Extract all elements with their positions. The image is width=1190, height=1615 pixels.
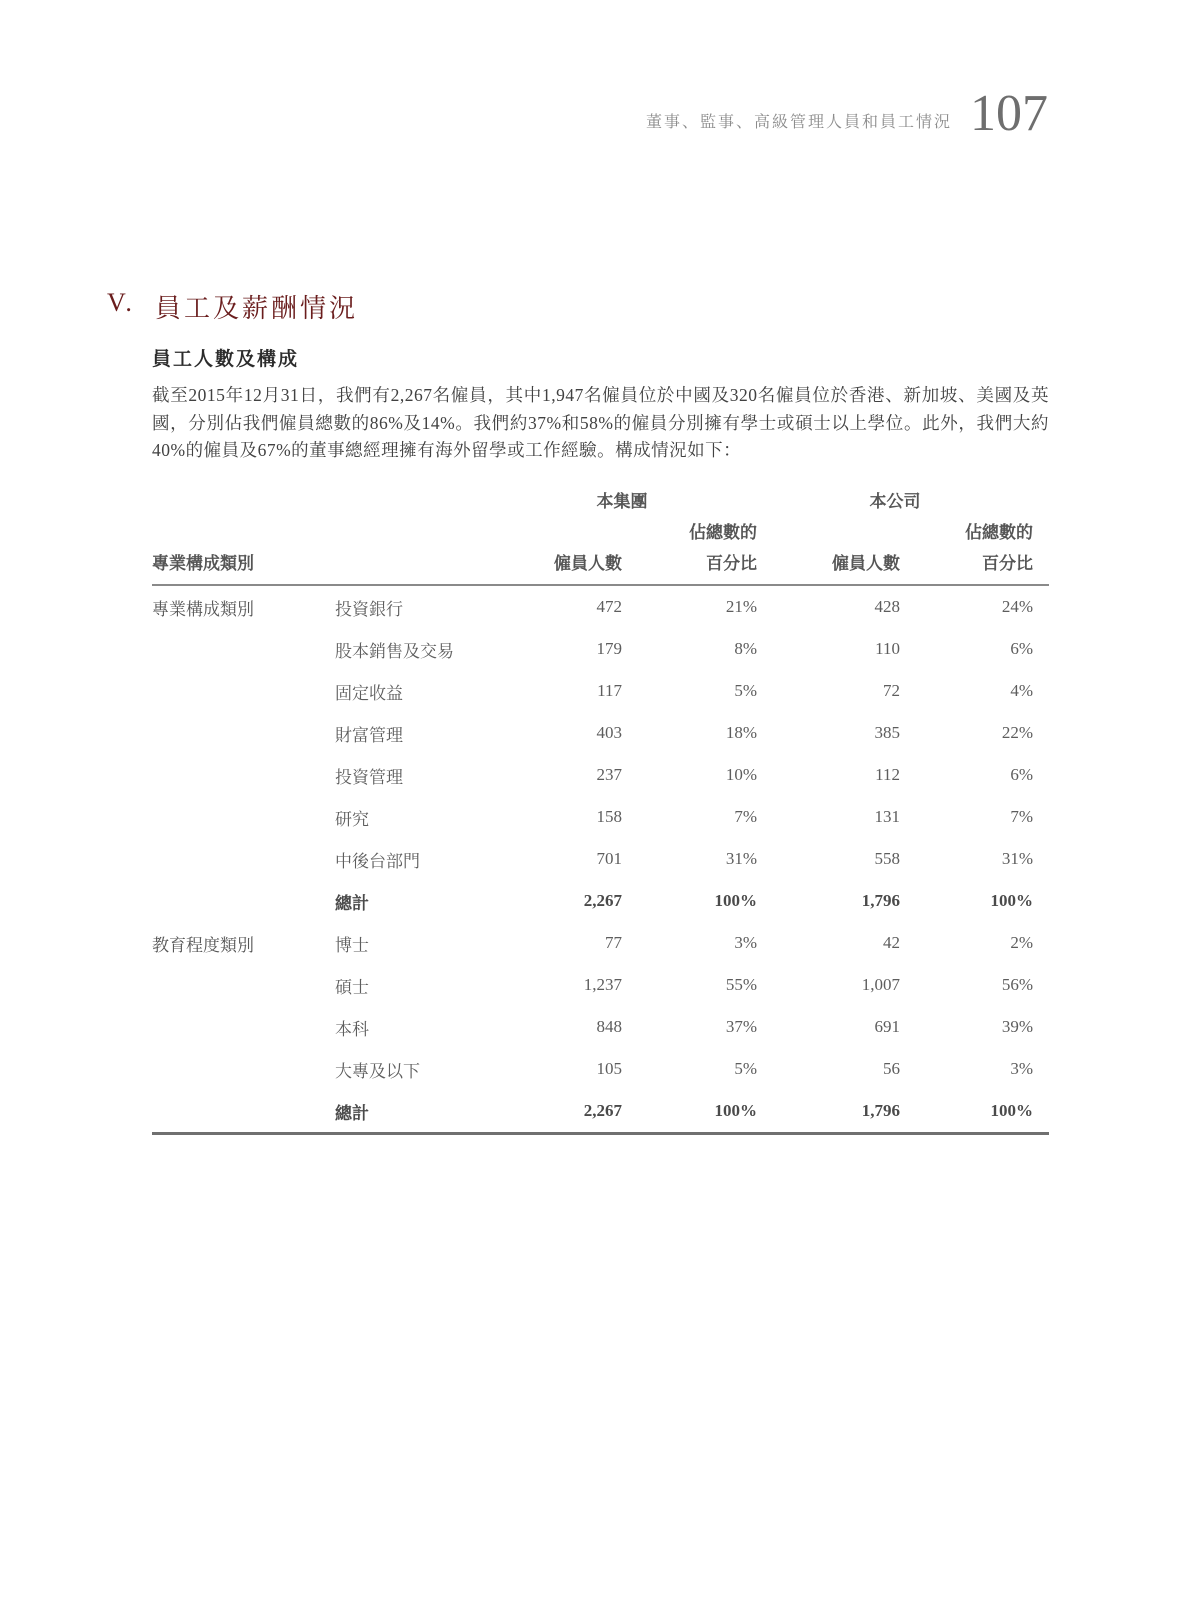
company-headcount-value: 1,007 — [861, 975, 900, 994]
section-number: V. — [107, 288, 135, 317]
header-breadcrumb: 董事、監事、高級管理人員和員工情況 — [645, 113, 952, 131]
company-percent-value: 4% — [1010, 681, 1033, 700]
group-percent-value: 5% — [734, 681, 757, 700]
group-headcount-value: 848 — [596, 1017, 622, 1036]
section-title — [107, 288, 358, 325]
group-percent-value: 7% — [734, 807, 757, 826]
group-percent-value: 3% — [734, 933, 757, 952]
table-row — [152, 796, 1049, 838]
group-headcount-value: 158 — [596, 807, 622, 826]
company-percent-value: 7% — [1010, 807, 1033, 826]
company-headcount-value: 42 — [883, 933, 900, 952]
table-row — [152, 880, 1049, 922]
company-percent-value: 100% — [990, 891, 1033, 910]
row-category-name: 總計 — [335, 893, 369, 913]
col-header-pct-top-group: 佔總數的 — [689, 523, 757, 542]
table-row — [152, 628, 1049, 670]
body-paragraph: 截至2015年12月31日，我們有2,267名僱員，其中1,947名僱員位於中國及320名僱員位於香港、新加坡、美國及英國，分別佔我們僱員總數的86%及14%。我們約37%和58%的僱員分別擁有學士或碩士以上學位。此外，我們大約40%的僱員及67%的董事總經理擁有海外留學或工作經驗。構成情況如下： — [152, 385, 1049, 460]
group-headcount-value: 2,267 — [583, 1101, 622, 1120]
group-percent-value: 5% — [734, 1059, 757, 1078]
row-category-name: 本科 — [335, 1019, 369, 1039]
group-header-company: 本公司 — [869, 492, 921, 511]
table-header-col-row — [152, 546, 1049, 577]
group-percent-value: 37% — [725, 1017, 757, 1036]
group-percent-value: 31% — [725, 849, 757, 868]
group-percent-value: 18% — [725, 723, 757, 742]
company-headcount-value: 56 — [883, 1059, 900, 1078]
table-row — [152, 586, 1049, 628]
company-percent-value: 100% — [990, 1101, 1033, 1120]
table-body — [152, 586, 1049, 1135]
company-headcount-value: 385 — [874, 723, 900, 742]
company-headcount-value: 558 — [874, 849, 900, 868]
group-headcount-value: 1,237 — [583, 975, 622, 994]
company-headcount-value: 72 — [883, 681, 900, 700]
row-category-name: 大專及以下 — [335, 1061, 420, 1081]
employee-composition-table — [152, 484, 1049, 1135]
company-headcount-value: 112 — [875, 765, 900, 784]
company-percent-value: 2% — [1010, 933, 1033, 952]
col-header-headcount-group: 僱員人數 — [554, 554, 622, 573]
company-headcount-value: 131 — [874, 807, 900, 826]
company-headcount-value: 1,796 — [861, 891, 900, 910]
company-headcount-value: 1,796 — [861, 1101, 900, 1120]
group-percent-value: 100% — [714, 1101, 757, 1120]
table-row — [152, 1090, 1049, 1132]
col-header-pct-top-company: 佔總數的 — [965, 523, 1033, 542]
company-percent-value: 24% — [1001, 597, 1033, 616]
row-category-name: 投資銀行 — [335, 599, 403, 619]
group-headcount-value: 403 — [596, 723, 622, 742]
company-percent-value: 31% — [1001, 849, 1033, 868]
group-percent-value: 100% — [714, 891, 757, 910]
table-header-pct-row — [152, 515, 1049, 546]
company-headcount-value: 428 — [874, 597, 900, 616]
group-percent-value: 8% — [734, 639, 757, 658]
group-percent-value: 10% — [725, 765, 757, 784]
page-number: 107 — [970, 85, 1048, 142]
row-category-name: 固定收益 — [335, 683, 403, 703]
row-category-name: 總計 — [335, 1103, 369, 1123]
company-headcount-value: 691 — [874, 1017, 900, 1036]
group-header-group: 本集團 — [596, 492, 648, 511]
row-section-label: 專業構成類別 — [152, 599, 254, 619]
group-headcount-value: 472 — [596, 597, 622, 616]
company-percent-value: 56% — [1001, 975, 1033, 994]
group-headcount-value: 237 — [596, 765, 622, 784]
table-row — [152, 670, 1049, 712]
row-category-name: 股本銷售及交易 — [335, 641, 454, 661]
subsection-title: 員工人數及構成 — [152, 349, 300, 370]
section-title-text: 員工及薪酬情況 — [154, 294, 358, 323]
table-row — [152, 964, 1049, 1006]
row-category-name: 投資管理 — [335, 767, 403, 787]
table-row — [152, 838, 1049, 880]
company-percent-value: 6% — [1010, 639, 1033, 658]
table-row — [152, 922, 1049, 964]
table-row — [152, 1006, 1049, 1048]
col-header-pct-group: 百分比 — [706, 554, 757, 573]
col-header-category: 專業構成類別 — [152, 554, 254, 573]
row-category-name: 中後台部門 — [335, 851, 420, 871]
table-row — [152, 754, 1049, 796]
table-header-group-row — [152, 484, 1049, 515]
group-headcount-value: 117 — [597, 681, 622, 700]
company-percent-value: 3% — [1010, 1059, 1033, 1078]
company-percent-value: 6% — [1010, 765, 1033, 784]
running-header — [645, 85, 1048, 142]
company-percent-value: 22% — [1001, 723, 1033, 742]
group-headcount-value: 2,267 — [583, 891, 622, 910]
group-headcount-value: 179 — [596, 639, 622, 658]
row-category-name: 財富管理 — [335, 725, 403, 745]
row-category-name: 碩士 — [335, 977, 369, 997]
table-row — [152, 1048, 1049, 1090]
group-percent-value: 21% — [725, 597, 757, 616]
table-row — [152, 712, 1049, 754]
company-percent-value: 39% — [1001, 1017, 1033, 1036]
row-category-name: 博士 — [335, 935, 369, 955]
col-header-pct-company: 百分比 — [982, 554, 1033, 573]
group-headcount-value: 77 — [605, 933, 622, 952]
row-category-name: 研究 — [335, 809, 369, 829]
company-headcount-value: 110 — [875, 639, 900, 658]
group-percent-value: 55% — [725, 975, 757, 994]
table-header — [152, 484, 1049, 586]
group-headcount-value: 701 — [596, 849, 622, 868]
group-headcount-value: 105 — [596, 1059, 622, 1078]
row-section-label: 教育程度類別 — [152, 935, 254, 955]
col-header-headcount-company: 僱員人數 — [832, 554, 900, 573]
